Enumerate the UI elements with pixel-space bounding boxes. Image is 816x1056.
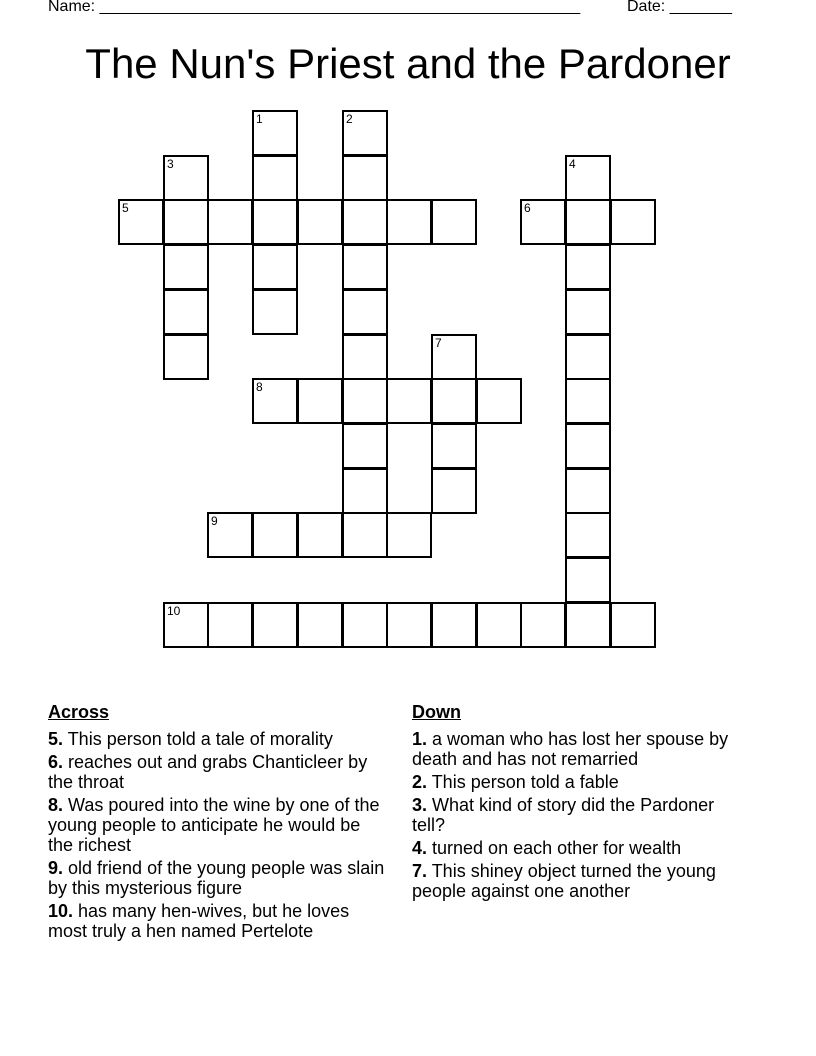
grid-cell[interactable]	[342, 289, 388, 335]
grid-cell[interactable]	[252, 512, 298, 558]
grid-cell[interactable]	[342, 378, 388, 424]
grid-cell[interactable]	[565, 512, 611, 558]
grid-cell[interactable]	[207, 199, 253, 245]
grid-cell[interactable]	[386, 199, 432, 245]
grid-cell[interactable]	[431, 378, 477, 424]
grid-cell[interactable]	[297, 602, 343, 648]
clue-down-4	[412, 838, 742, 858]
grid-cell[interactable]	[565, 602, 611, 648]
cell-number: 7	[435, 336, 442, 350]
clue-number: 5.	[48, 729, 64, 749]
grid-cell[interactable]	[565, 378, 611, 424]
cell-number: 1	[256, 112, 263, 126]
name-line: Name: ______________________________________________________	[48, 0, 581, 15]
grid-cell[interactable]	[163, 155, 209, 201]
grid-cell[interactable]	[342, 468, 388, 514]
grid-cell[interactable]	[565, 423, 611, 469]
grid-cell[interactable]	[163, 289, 209, 335]
grid-cell[interactable]	[297, 199, 343, 245]
clue-number: 7.	[412, 861, 428, 881]
grid-cell[interactable]	[476, 378, 522, 424]
grid-cell[interactable]	[342, 110, 388, 156]
clue-text: What kind of story did the Pardoner tell?	[412, 795, 715, 835]
clue-number: 3.	[412, 795, 428, 815]
grid-cell[interactable]	[118, 199, 164, 245]
clue-number: 4.	[412, 838, 428, 858]
clue-across-10	[48, 901, 388, 941]
date-line: Date: _______	[627, 0, 732, 15]
clue-across-5	[48, 729, 388, 749]
across-heading: Across	[48, 702, 110, 722]
clue-text: a woman who has lost her spouse by death and has not remarried	[412, 729, 729, 769]
grid-cell[interactable]	[386, 378, 432, 424]
clue-across-6	[48, 752, 388, 792]
grid-cell[interactable]	[163, 602, 209, 648]
grid-cell[interactable]	[342, 244, 388, 290]
grid-cell[interactable]	[342, 155, 388, 201]
clue-text: This person told a fable	[427, 772, 619, 792]
cell-number: 9	[211, 514, 218, 528]
grid-cell[interactable]	[520, 199, 566, 245]
clue-down-3	[412, 795, 742, 835]
grid-cell[interactable]	[386, 602, 432, 648]
grid-cell[interactable]	[297, 512, 343, 558]
cell-number: 10	[167, 604, 181, 618]
grid-cell[interactable]	[610, 199, 656, 245]
cell-number: 2	[346, 112, 353, 126]
grid-cell[interactable]	[565, 199, 611, 245]
grid-cell[interactable]	[252, 602, 298, 648]
grid-cell[interactable]	[431, 423, 477, 469]
clue-text: This person told a tale of morality	[63, 729, 333, 749]
clue-text: has many hen-wives, but he loves most truly a hen named Pertelote	[48, 901, 350, 941]
clue-text: old friend of the young people was slain by this mysterious figure	[48, 858, 385, 898]
clue-number: 2.	[412, 772, 428, 792]
grid-cell[interactable]	[252, 244, 298, 290]
clue-across-8	[48, 795, 388, 855]
grid-cell[interactable]	[565, 244, 611, 290]
grid-cell[interactable]	[342, 199, 388, 245]
cell-number: 3	[167, 157, 174, 171]
grid-cell[interactable]	[252, 110, 298, 156]
clue-down-2	[412, 772, 742, 792]
clue-number: 9.	[48, 858, 64, 878]
grid-cell[interactable]	[163, 199, 209, 245]
grid-cell[interactable]	[565, 334, 611, 380]
clue-number: 10.	[48, 901, 74, 921]
grid-cell[interactable]	[163, 334, 209, 380]
clue-down-1	[412, 729, 742, 769]
clue-text: turned on each other for wealth	[427, 838, 682, 858]
grid-cell[interactable]	[431, 199, 477, 245]
grid-cell[interactable]	[520, 602, 566, 648]
grid-cell[interactable]	[476, 602, 522, 648]
across-clues	[48, 702, 388, 944]
clue-number: 6.	[48, 752, 64, 772]
grid-cell[interactable]	[163, 244, 209, 290]
grid-cell[interactable]	[565, 468, 611, 514]
grid-cell[interactable]	[207, 512, 253, 558]
down-clues	[412, 702, 742, 904]
grid-cell[interactable]	[431, 468, 477, 514]
clue-text: reaches out and grabs Chanticleer by the throat	[48, 752, 368, 792]
grid-cell[interactable]	[342, 423, 388, 469]
grid-cell[interactable]	[431, 334, 477, 380]
grid-cell[interactable]	[610, 602, 656, 648]
grid-cell[interactable]	[342, 602, 388, 648]
cell-number: 6	[524, 201, 531, 215]
grid-cell[interactable]	[565, 289, 611, 335]
grid-cell[interactable]	[565, 557, 611, 603]
grid-cell[interactable]	[565, 155, 611, 201]
cell-number: 4	[569, 157, 576, 171]
cell-number: 8	[256, 380, 263, 394]
grid-cell[interactable]	[252, 199, 298, 245]
grid-cell[interactable]	[342, 334, 388, 380]
clue-across-9	[48, 858, 388, 898]
grid-cell[interactable]	[431, 602, 477, 648]
grid-cell[interactable]	[252, 378, 298, 424]
grid-cell[interactable]	[297, 378, 343, 424]
down-heading: Down	[412, 702, 461, 722]
grid-cell[interactable]	[207, 602, 253, 648]
page-title: The Nun's Priest and the Pardoner	[85, 40, 731, 87]
cell-number: 5	[122, 201, 129, 215]
clue-number: 1.	[412, 729, 428, 749]
grid-cell[interactable]	[342, 512, 388, 558]
clue-down-7	[412, 861, 742, 901]
clue-text: This shiney object turned the young people against one another	[412, 861, 716, 901]
clue-number: 8.	[48, 795, 64, 815]
grid-cell[interactable]	[252, 289, 298, 335]
grid-cell[interactable]	[252, 155, 298, 201]
clue-text: Was poured into the wine by one of the young people to anticipate he would be the richest	[48, 795, 380, 855]
grid-cell[interactable]	[386, 512, 432, 558]
